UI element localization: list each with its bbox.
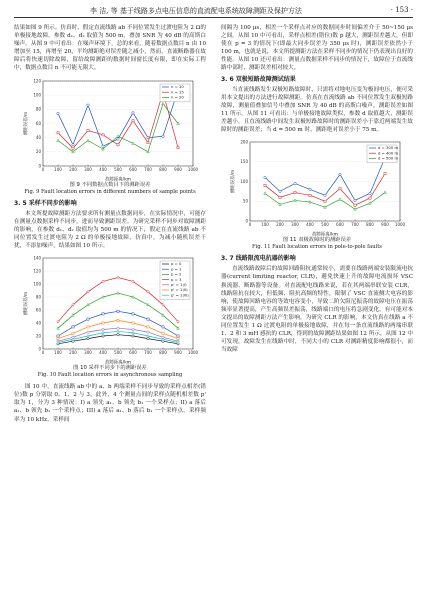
x-axis-label: 故障距离/km [105, 177, 131, 182]
data-point [102, 322, 104, 324]
x-axis-label: 故障距离/km [312, 232, 338, 238]
header-rule [14, 17, 413, 18]
data-point [147, 326, 149, 328]
left-paragraph-1: 结果如图 9 所示。仿真时，假定直流线路 ab 不同位置发生过渡电阻为 2 Ω的单极接地故障，参数 d₁、d₂ 取值为 500 m，叠加 SNR 为 40 dB 的高斯白噪声。从图 9 中可看出：在噪声环境下，总的来看，随着数据点数目 n 由 10 增加至 15，再增至 20，平均测距绝对误差随之减小，然而，直流断路器在故障后将快速切除故障，留给故障测距的数据时间窗长度有限，即在实际工程中，数据点数目 n 不可能无限大。 [14, 25, 206, 72]
data-point [72, 143, 74, 145]
data-point [57, 338, 59, 340]
x-tick-label: 200 [276, 222, 284, 228]
x-axis-label: 故障距离/km [105, 360, 131, 366]
section-3-6-heading: 3. 6 双极短路故障测试结果 [221, 75, 296, 83]
y-tick-label: 120 [33, 77, 41, 83]
section-3-7-heading: 3. 7 线路限流电抗器的影响 [221, 255, 296, 263]
left-paragraph-2: 本文所提故障测距方法要求所有测量点数据同步，在实际情况中，可能存在测量点数据采样不同步，进而导致测距误差。为研究采样不同步对故障测距的影响，在参数 d₁、d₂ 取值均为 500 m 的情况下，假定在直流线路 ab 不同位置发生过渡电阻为 2 Ω 的单极接地故障，仿真中，为减小随机误差干扰，不添加噪声，结果如图 10 所示。 [14, 210, 206, 250]
data-point [309, 194, 311, 196]
x-tick-label: 900 [174, 350, 182, 356]
data-point [279, 196, 281, 198]
data-point [339, 188, 341, 190]
data-point [72, 147, 74, 149]
legend-entry: p = 0 [171, 261, 182, 267]
x-tick-label: 800 [159, 350, 167, 356]
y-tick-label: 50 [242, 198, 248, 204]
y-tick-label: 40 [35, 134, 41, 140]
x-tick-label: 500 [114, 166, 122, 172]
data-point [132, 119, 134, 121]
legend-entry: p' = 1(III) [171, 292, 189, 298]
x-tick-label: 100 [261, 222, 269, 228]
legend-entry: p' = 1(II) [171, 287, 188, 293]
data-point [132, 328, 134, 330]
x-tick-label: 700 [144, 350, 152, 356]
data-point [264, 177, 266, 179]
data-point [177, 335, 179, 337]
right-paragraph-1: 间隔为 100 μs，相差一个采样点对应的数据同步时间偏差介于 50~150 μs 之间。从图 10 中可看出，采样点相差(错位)数 p 越大，测距误差越大，但即使在 p = 3 的情况下(即最大同步误差为 350 μs 时)，测距误差依然小于 100 m，也就是说，本文所提测距方法在采样不同步的情况下仍表现出良好的性能。从图 10 还可看出：测量点数据采样不同步的情况下，故障位于直流线路中部时，测距误差相对较大。 [221, 25, 413, 72]
x-tick-label: 900 [381, 222, 389, 228]
data-point [87, 338, 89, 340]
y-tick-label: 100 [240, 179, 248, 185]
legend-entry: d = 300 m [378, 145, 399, 151]
data-point [294, 192, 296, 194]
y-tick-label: 150 [240, 159, 248, 165]
data-point [57, 131, 59, 133]
x-tick-label: 200 [69, 350, 77, 356]
y-axis-label: 测距误差/m [231, 170, 236, 194]
fig11-chart [228, 137, 406, 237]
y-tick-label: 100 [33, 281, 41, 287]
data-point [324, 194, 326, 196]
y-tick-label: 0 [38, 162, 41, 168]
y-tick-label: 100 [33, 92, 41, 98]
data-point [147, 141, 149, 143]
x-tick-label: 300 [291, 222, 299, 228]
y-tick-label: 20 [35, 148, 41, 154]
data-point [57, 112, 59, 114]
x-tick-label: 400 [99, 166, 107, 172]
x-tick-label: 0 [248, 222, 252, 228]
data-point [87, 129, 89, 131]
data-point [72, 332, 74, 334]
x-tick-label: 300 [84, 350, 92, 356]
x-tick-label: 900 [174, 166, 182, 172]
data-point [294, 182, 296, 184]
y-tick-label: 0 [38, 346, 41, 352]
figure-11 [221, 137, 413, 251]
data-point [147, 136, 149, 138]
x-tick-label: 1000 [187, 350, 199, 356]
data-point [57, 335, 59, 337]
fig9-caption-cn: 图 9 不同数据点数目下的测距误差 [69, 181, 151, 188]
y-tick-label: 20 [35, 333, 41, 339]
x-tick-label: 700 [351, 222, 359, 228]
data-point [132, 111, 134, 113]
x-tick-label: 1000 [394, 222, 406, 228]
page-number: · 153 · [390, 6, 413, 14]
y-tick-label: 140 [33, 255, 41, 261]
data-point [177, 338, 179, 340]
y-tick-label: 120 [33, 268, 41, 274]
right-paragraph-3: 直流线路故障后的故障回路阻抗通常较小，需要在线路两端安装限流电抗器(current limiting reactor, CLR)，避免快速上升的故障电流损坏 VSC 换流器、断路器等设备。对直流配电线路来说，若在其两端串联安装 CLR，线路阻抗在较大，但低频、阻抗高频的特性，限制了 VSC 直流侧大电容的影响，使故障回路电容的等效电容变小，导致二阶欠阻尼振荡的故障电压在振荡频率显著提高，产生高频误差振荡，线路端口的电压将急剧变化，有可能对本文提出的故障测距方法产生影响。为研究 CLR 的影响，本文仿真在线路 a 不同位置发生 1 Ω 过渡电阻的单极接地故障，并在每一条直流线路的两端串联 1、2 和 3 mH 感抗的 CLR，得到的故障测距结果如图 12 所示，从图 12 中可发现，故障发生在线路中时，不同大小的 CLR 对测距精度影响都很小，而当故障 [221, 266, 413, 354]
legend-entry: n = 20 [171, 94, 184, 100]
data-point [102, 328, 104, 330]
data-point [162, 332, 164, 334]
data-point [132, 335, 134, 337]
page-header [0, 0, 427, 20]
data-point [72, 326, 74, 328]
data-point [309, 188, 311, 190]
y-tick-label: 80 [35, 106, 41, 112]
data-point [87, 331, 89, 333]
data-point [354, 199, 356, 201]
data-point [87, 103, 89, 105]
data-point [147, 331, 149, 333]
x-tick-label: 500 [321, 222, 329, 228]
left-column [14, 24, 206, 424]
x-tick-label: 0 [41, 166, 45, 172]
y-tick-label: 60 [35, 120, 41, 126]
legend-entry: p = 2 [171, 271, 182, 277]
legend-entry: d = 400 m [378, 150, 399, 156]
x-tick-label: 700 [144, 166, 152, 172]
figure-10 [14, 253, 206, 379]
data-point [87, 326, 89, 328]
data-point [117, 327, 119, 329]
legend-entry: n = 10 [171, 83, 184, 89]
left-paragraph-3: 图 10 中，直流线路 ab 中的 a、b 两端采样不同步导致的采样点相差(错位)数 p 分别取 0、1、2 与 3，此外，4 个测量点间的采样点随机相差数 p' 取为 1，分为 3 种情况：I) a 领先 a₁、b 领先 b₁ 一个采样点；II) a 落后 a₁、b 领先 b₁ 一个采样点；III) a 落后 a₁、b 落后 b₁ 一个采样点，采样频率为 10 kHz，采样间 [14, 384, 206, 423]
data-point [117, 319, 119, 321]
data-point [147, 318, 149, 320]
x-tick-label: 400 [99, 350, 107, 356]
fig10-caption-en: Fig. 10 Fault location errors in asynchronous sampling [37, 372, 183, 379]
right-column [221, 24, 413, 354]
data-point [117, 334, 119, 336]
data-point [87, 318, 89, 320]
data-point [279, 190, 281, 192]
legend-entry: p = 1 [171, 266, 182, 272]
data-point [132, 313, 134, 315]
data-point [324, 200, 326, 202]
fig11-caption-en: Fig. 11 Fault location errors in pole-to-pole faults [252, 244, 382, 251]
x-tick-label: 0 [41, 350, 45, 356]
data-point [147, 338, 149, 340]
legend-entry: n = 15 [171, 88, 184, 94]
data-point [102, 133, 104, 135]
x-tick-label: 600 [336, 222, 344, 228]
legend-entry: p' = 1(I) [171, 282, 187, 288]
y-tick-label: 40 [35, 320, 41, 326]
data-point [162, 326, 164, 328]
data-point [132, 322, 134, 324]
fig10-caption-cn: 图 10 采样不同步下的测距误差 [73, 365, 147, 372]
x-tick-label: 100 [54, 166, 62, 172]
y-axis-label: 测距误差/m [24, 291, 29, 316]
data-point [117, 137, 119, 139]
running-title: 李 洁, 等 基于线路多点电压信息的直流配电系统故障测距及保护方法 [90, 7, 302, 15]
data-point [102, 145, 104, 147]
data-point [264, 185, 266, 187]
fig9-caption-en: Fig. 9 Fault location errors in different numbers of sample points [24, 188, 196, 195]
legend-entry: p = 3 [171, 276, 182, 282]
x-tick-label: 800 [159, 166, 167, 172]
fig9-chart [21, 76, 199, 182]
data-point [117, 143, 119, 145]
data-point [117, 310, 119, 312]
x-tick-label: 400 [306, 222, 314, 228]
x-tick-label: 600 [129, 166, 137, 172]
x-tick-label: 600 [129, 350, 137, 356]
section-3-5-heading: 3. 5 采样不同步的影响 [14, 199, 77, 207]
y-tick-label: 200 [240, 139, 248, 145]
data-point [354, 204, 356, 206]
data-point [177, 146, 179, 148]
data-point [162, 135, 164, 137]
y-axis-label: 测距误差/m [24, 111, 29, 135]
x-tick-label: 200 [69, 166, 77, 172]
y-tick-label: 60 [35, 307, 41, 313]
data-point [102, 313, 104, 315]
x-tick-label: 800 [366, 222, 374, 228]
legend-entry: d = 500 m [378, 155, 399, 161]
data-point [339, 173, 341, 175]
data-point [102, 335, 104, 337]
x-tick-label: 300 [84, 166, 92, 172]
y-tick-label: 0 [245, 218, 248, 224]
data-point [369, 197, 371, 199]
figure-9 [14, 76, 206, 196]
fig10-chart [21, 253, 199, 365]
x-tick-label: 100 [54, 350, 62, 356]
y-tick-label: 80 [35, 294, 41, 300]
x-tick-label: 500 [114, 350, 122, 356]
data-point [384, 173, 386, 175]
data-point [369, 192, 371, 194]
x-tick-label: 1000 [187, 166, 199, 172]
right-paragraph-2: 当直流线路发生双极短路故障时，只需将对地电压变为极间电压，便可采用本文提出的方法进行故障测距。仿真在直流线路 ab 不同位置发生双极短路故障，测量值叠加信号中叠加 SNR 为 40 dB 的高斯白噪声，测距误差如图 11 所示。从图 11 可看出：与单极接地故障类似，参数 d 取值越大，测距误差越小，且直流线路中间发生双极短路故障时的测距误差小于靠近两端发生故障时的测距误差；当 d = 500 m 时，测距绝对误差小于 75 m。 [221, 86, 413, 134]
fig11-caption-cn: 图 11 双极故障时的测距误差 [282, 237, 352, 244]
